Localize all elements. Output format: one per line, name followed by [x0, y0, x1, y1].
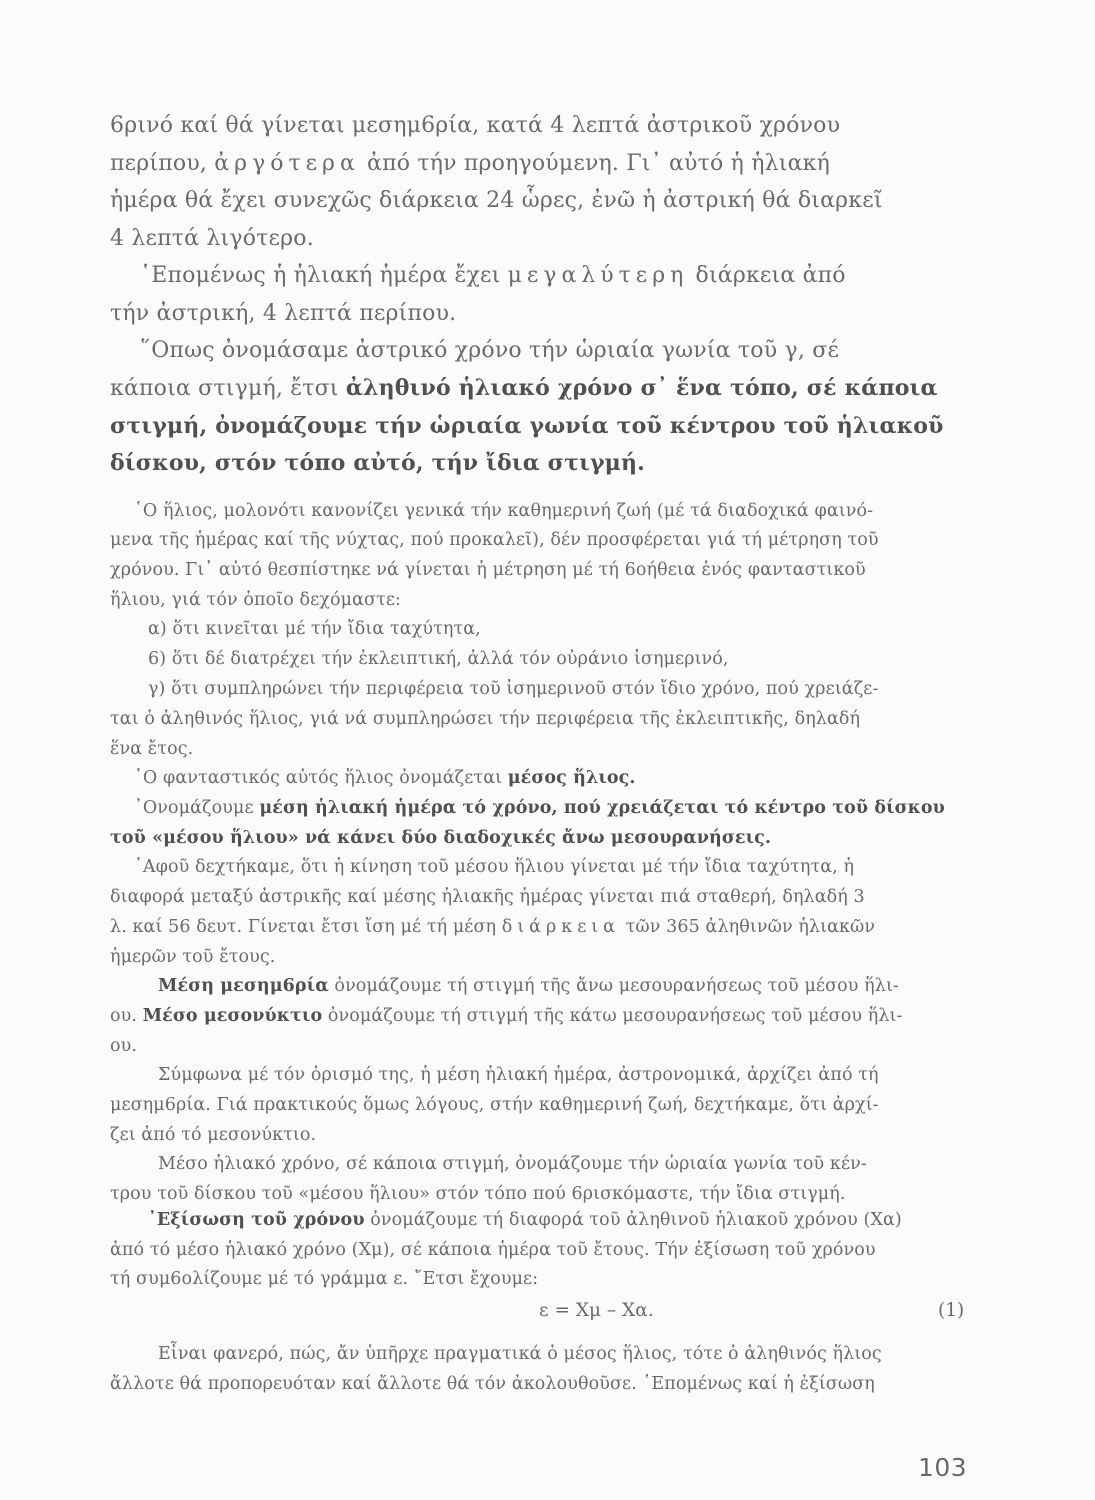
text-line [0, 1156, 1095, 1174]
bold-text: μέσος ἥλιος. [507, 768, 636, 788]
text-run: ἀπό τήν προηγούμενη. Γι᾽ αὐτό ἡ ἡλιακή [359, 151, 830, 176]
text-line [0, 532, 1095, 550]
text-line [0, 377, 1095, 400]
text-line [0, 830, 1095, 848]
text-run: τῶν 365 ἀληθινῶν ἡλιακῶν [619, 917, 876, 937]
text-run: ᾿Ονομάζουμε [134, 798, 260, 818]
text-line [0, 562, 1095, 580]
bold-text: ἀληθινό ἡλιακό χρόνο σ᾽ ἕνα τόπο, σέ κάποια [345, 375, 938, 401]
text-line [0, 1212, 1095, 1230]
text-line [0, 153, 1095, 175]
text-run: κάποια στιγμή, ἔτσι [110, 376, 346, 401]
text-line [0, 1346, 1095, 1364]
text-line [0, 651, 1095, 669]
text-line [0, 1186, 1095, 1204]
text-run: α) ὅτι κινεῖται μέ τήν ἴδια ταχύτητα, [148, 619, 481, 639]
text-run: Σύμφωνα μέ τόν ὁρισμό της, ἡ μέση ἡλιακή ἡμέρα, ἀστρονομικά, ἀρχίζει ἀπό τή [158, 1065, 879, 1085]
text-run: ἥλιου, γιά τόν ὁποῖο δεχόμαστε: [110, 590, 402, 610]
text-line [0, 340, 1095, 362]
text-run: ται ὁ ἀληθινός ἥλιος, γιά νά συμπληρώσει τήν περιφέρεια τῆς ἐκλειπτικῆς, δηλαδή [110, 709, 861, 729]
text-line [0, 1008, 1095, 1026]
spaced-text: ἀργότερα [214, 151, 360, 176]
text-line [0, 741, 1095, 759]
bold-text: Μέση μεσημ6ρία [158, 976, 329, 996]
text-line [0, 859, 1095, 877]
text-line [0, 1067, 1095, 1085]
text-line [0, 1127, 1095, 1145]
text-line [0, 800, 1095, 818]
text-run: περίπου, [110, 151, 215, 176]
text-run: ὀνομάζουμε τή στιγμή τῆς κάτω μεσουρανήσεως τοῦ μέσου ἥλι- [322, 1006, 903, 1026]
text-run: ῾Ο φανταστικός αὐτός ἥλιος ὀνομάζεται [134, 768, 508, 788]
text-run: ἕνα ἔτος. [110, 739, 194, 759]
text-line [0, 1242, 1095, 1260]
text-run: τήν ἀστρική, 4 λεπτά περίπου. [110, 301, 457, 326]
text-line [0, 303, 1095, 325]
text-line [0, 1271, 1095, 1289]
text-line [0, 228, 1095, 250]
bold-text: ᾿Εξίσωση τοῦ χρόνου [148, 1210, 365, 1230]
text-line [0, 592, 1095, 610]
text-line [0, 415, 1095, 438]
text-line [0, 1038, 1095, 1056]
text-run: Εἶναι φανερό, πώς, ἄν ὑπῆρχε πραγματικά ὁ μέσος ἥλιος, τότε ὁ ἀληθινός ἥλιος [158, 1344, 882, 1364]
text-run: ἄλλοτε θά προπορευόταν καί ἄλλοτε θά τόν ἀκολουθοῦσε. ῾Επομένως καί ἡ ἐξίσωση [110, 1374, 875, 1394]
text-line [0, 1097, 1095, 1115]
text-run: χρόνου. Γι᾽ αὐτό θεσπίστηκε νά γίνεται ἡ μέτρηση μέ τή 6οήθεια ἑνός φανταστικοῦ [110, 560, 866, 580]
text-line [0, 190, 1095, 212]
text-run: διάρκεια ἀπό [688, 263, 846, 288]
text-line [0, 711, 1095, 729]
text-line [0, 1376, 1095, 1394]
text-run: διαφορά μεταξύ ἀστρικῆς καί μέσης ἡλιακῆς ἡμέρας γίνεται πιά σταθερή, δηλαδή 3 [110, 887, 865, 907]
text-line [0, 452, 1095, 475]
text-line [0, 978, 1095, 996]
bold-text: στιγμή, ὀνομάζουμε τήν ὡριαία γωνία τοῦ κέντρου τοῦ ἡλιακοῦ [110, 413, 944, 439]
text-run: τή συμ6ολίζουμε μέ τό γράμμα ε. ῎Ετσι ἔχουμε: [110, 1269, 539, 1289]
equation-number: (1) [938, 1300, 965, 1321]
text-run: Μέσο ἡλιακό χρόνο, σέ κάποια στιγμή, ὀνομάζουμε τήν ὡριαία γωνία τοῦ κέν- [158, 1154, 867, 1174]
text-run: ου. [110, 1036, 138, 1056]
text-line [0, 115, 1095, 137]
text-run: μεσημ6ρία. Γιά πρακτικούς ὅμως λόγους, στήν καθημερινή ζωή, δεχτήκαμε, ὅτι ἀρχί- [110, 1095, 879, 1115]
text-line [0, 265, 1095, 287]
spaced-text: μεγαλύτερη [507, 263, 689, 288]
bold-text: δίσκου, στόν τόπο αὐτό, τήν ἴδια στιγμή. [110, 450, 646, 476]
equation: ε = Χμ – Χα. [539, 1300, 654, 1321]
text-run: ου. [110, 1006, 143, 1026]
text-run: ῞Οπως ὀνομάσαμε ἀστρικό χρόνο τήν ὡριαία γωνία τοῦ γ, σέ [140, 338, 840, 363]
text-run: τρου τοῦ δίσκου τοῦ «μέσου ἥλιου» στόν τόπο πού 6ρισκόμαστε, τήν ἴδια στιγμή. [110, 1184, 846, 1204]
text-run: ῾Επομένως ἡ ἡλιακή ἡμέρα ἔχει [140, 263, 508, 288]
text-line [0, 621, 1095, 639]
text-run: ὀνομάζουμε τή διαφορά τοῦ ἀληθινοῦ ἡλιακοῦ χρόνου (Χα) [364, 1210, 902, 1230]
text-line [0, 919, 1095, 937]
text-run: ῾Ο ἥλιος, μολονότι κανονίζει γενικά τήν καθημερινή ζωή (μέ τά διαδοχικά φαινό- [134, 501, 874, 521]
text-run: ᾿Αφοῦ δεχτήκαμε, ὅτι ἡ κίνηση τοῦ μέσου ἥλιου γίνεται μέ τήν ἴδια ταχύτητα, ἡ [134, 857, 855, 877]
text-run: 6) ὅτι δέ διατρέχει τήν ἐκλειπτική, ἀλλά τόν οὐράνιο ἰσημερινό, [148, 649, 729, 669]
text-run: ὀνομάζουμε τή στιγμή τῆς ἄνω μεσουρανήσεως τοῦ μέσου ἥλι- [328, 976, 899, 996]
bold-text: Μέσο μεσονύκτιο [142, 1006, 323, 1026]
equation-line [0, 1300, 1095, 1326]
text-line [0, 681, 1095, 699]
text-line [0, 889, 1095, 907]
text-run: γ) ὅτι συμπληρώνει τήν περιφέρεια τοῦ ἰσημερινοῦ στόν ἴδιο χρόνο, πού χρειάζε- [148, 679, 879, 699]
text-run: 6ρινό καί θά γίνεται μεσημ6ρία, κατά 4 λεπτά ἀστρικοῦ χρόνου [110, 113, 841, 138]
text-run: ἡμέρα θά ἔχει συνεχῶς διάρκεια 24 ὧρες, ἐνῶ ἡ ἀστρική θά διαρκεῖ [110, 188, 883, 213]
text-line [0, 503, 1095, 521]
text-run: λ. καί 56 δευτ. Γίνεται ἔτσι ἴση μέ τή μέση [110, 917, 502, 937]
text-run: ἀπό τό μέσο ἡλιακό χρόνο (Χμ), σέ κάποια ἡμέρα τοῦ ἔτους. Τήν ἐξίσωση τοῦ χρόνου [110, 1240, 876, 1260]
spaced-text: διάρκεια [501, 917, 620, 937]
text-run: μενα τῆς ἡμέρας καί τῆς νύχτας, πού προκαλεῖ), δέν προσφέρεται γιά τή μέτρηση τοῦ [110, 530, 879, 550]
text-run: 4 λεπτά λιγότερο. [110, 226, 314, 251]
page-number: 103 [918, 1453, 968, 1482]
text-line [0, 770, 1095, 788]
bold-text: μέση ἡλιακή ἡμέρα τό χρόνο, πού χρειάζεται τό κέντρο τοῦ δίσκου [259, 798, 945, 818]
text-run: ζει ἀπό τό μεσονύκτιο. [110, 1125, 317, 1145]
text-line [0, 949, 1095, 967]
bold-text: τοῦ «μέσου ἥλιου» νά κάνει δύο διαδοχικές ἄνω μεσουρανήσεις. [110, 828, 772, 848]
text-run: ἡμερῶν τοῦ ἔτους. [110, 947, 276, 967]
